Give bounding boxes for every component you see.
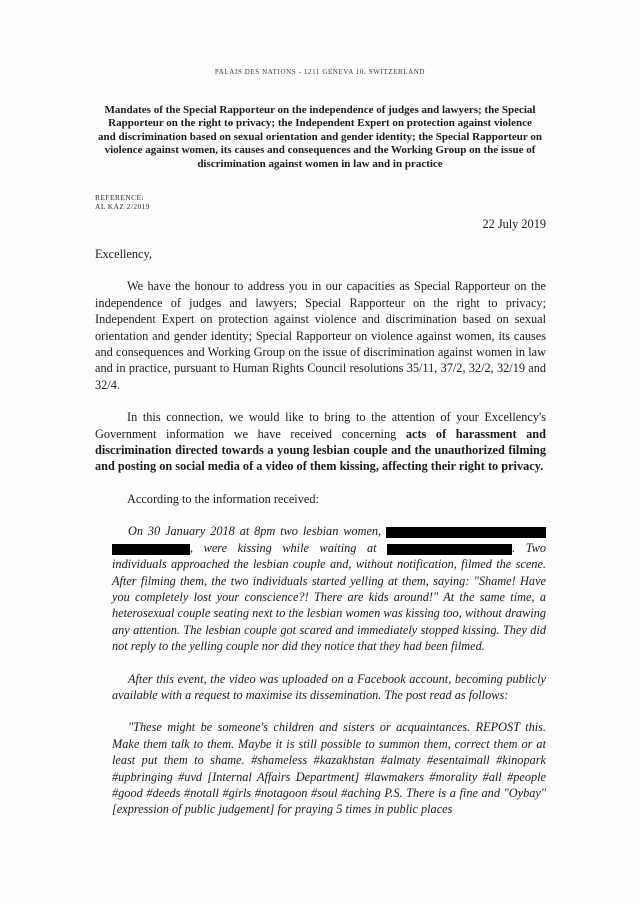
reference-label: REFERENCE: (95, 193, 145, 202)
letter-date: 22 July 2019 (482, 217, 546, 231)
quote-paragraph-incident: On 30 January 2018 at 8pm two lesbian women, , were kissing while waiting at . Two individuals approached the lesbian couple and, without notification, filmed the scene. After filming them, the two individuals started yelling at them, saying: "Shame! Have you completely lost your conscience?! There are kids around!" At the same time, a heterosexual couple seating next to the lesbian women was kissing too, without drawing any attention. The lesbian couple got scared and immediately stopped kissing. They did not reply to the yelling couple nor did they notice that they had been filmed. (112, 524, 546, 654)
information-received-block (112, 523, 546, 818)
redaction-bar (387, 544, 512, 555)
mandates-heading: Mandates of the Special Rapporteur on the independence of judges and lawyers; the Special Rapporteur on the right to privacy; the Independent Expert on protection against violence and discrimination based on sexual orientation and gender identity; the Special Rapporteur on violence against women, its causes and consequences and the Working Group on the issue of discrimination against women in law and in practice (98, 104, 542, 170)
letter-body (95, 246, 546, 834)
paragraph-allegation-normal-run: In this connection, we would like to bring to the attention of your Excellency's Government information we have received concerning (95, 410, 546, 441)
paragraph-allegation-bold-run: acts of harassment and discrimination directed towards a young lesbian couple and the unauthorized filming and posting on social media of a video of them kissing, affecting their right to privacy. (95, 426, 546, 474)
paragraph-allegation (95, 409, 546, 475)
reference-value: AL KAZ 2/2019 (95, 202, 150, 211)
redaction-bar (112, 544, 190, 555)
redaction-bar (386, 527, 546, 538)
quote-paragraph-upload: After this event, the video was uploaded on a Facebook account, becoming publicly available with a request to maximise its dissemination. The post read as follows: (112, 671, 546, 702)
quote-paragraph-post-text: "These might be someone's children and sisters or acquaintances. REPOST this. Make them talk to them. Maybe it is still possible to summon them, correct them or at least put them to shame. #shameless #kazakhstan #almaty #esentaimall #kinopark #upbringing #uvd [Internal Affairs Department] #lawmakers #morality #all #people #good #deeds #notall #girls #notagoon #soul #aching P.S. There is a fine and "Oybay" [expression of public judgement] for praying 5 times in public places (112, 720, 546, 817)
reference-block (95, 193, 150, 211)
paragraph-mandate-capacities: We have the honour to address you in our capacities as Special Rapporteur on the independence of judges and lawyers; Special Rapporteur on the right to privacy; Independent Expert on protection against violence and discrimination based on sexual orientation and gender identity; Special Rapporteur on violence against women, its causes and consequences and Working Group on the issue of discrimination against women in law and in practice, pursuant to Human Rights Council resolutions 35/11, 37/2, 32/2, 32/19 and 32/4. (95, 279, 546, 392)
letterhead-address: PALAIS DES NATIONS - 1211 GENEVA 10, SWITZERLAND (214, 68, 426, 76)
paragraph-information-intro: According to the information received: (127, 491, 319, 506)
salutation: Excellency, (95, 247, 152, 261)
